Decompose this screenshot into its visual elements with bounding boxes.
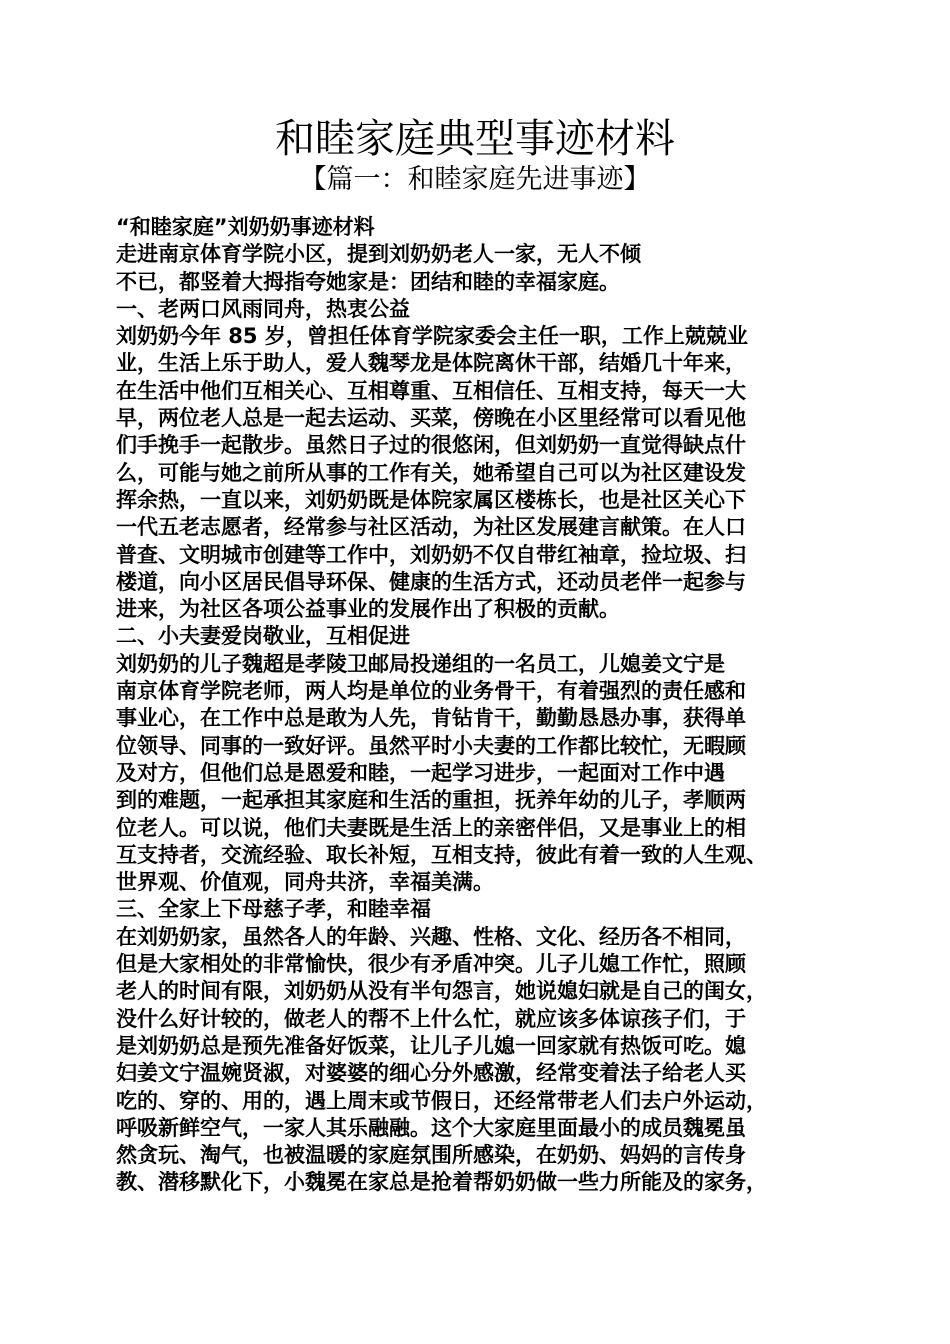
body-text-line: 位老人。可以说，他们夫妻既是生活上的亲密伴侣，又是事业上的相 (116, 815, 746, 840)
body-text-line: 南京体育学院老师，两人均是单位的业务骨干，有着强烈的责任感和 (116, 679, 746, 704)
body-text-line: 世界观、价值观，同舟共济，幸福美满。 (116, 870, 494, 895)
body-text-line: 教、潜移默化下，小魏冕在家总是抢着帮奶奶做一些力所能及的家务， (116, 1170, 767, 1195)
document-title: 和睦家庭典型事迹材料 (275, 116, 675, 162)
body-text-line: 及对方，但他们总是恩爱和睦，一起学习进步，一起面对工作中遇 (116, 760, 725, 785)
body-text-line: 早，两位老人总是一起去运动、买菜，傍晚在小区里经常可以看见他 (116, 406, 746, 431)
body-text-line: 么，可能与她之前所从事的工作有关，她希望自己可以为社区建设发 (116, 460, 746, 485)
body-text-line: 刘奶奶的儿子魏超是孝陵卫邮局投递组的一名员工，儿媳姜文宁是 (116, 651, 725, 676)
body-text-line: 是刘奶奶总是预先准备好饭菜，让儿子儿媳一回家就有热饭可吃。媳 (116, 1033, 746, 1058)
body-text-line: 位领导、同事的一致好评。虽然平时小夫妻的工作都比较忙，无暇顾 (116, 733, 746, 758)
body-text-line: “和睦家庭”刘奶奶事迹材料 (116, 215, 375, 239)
body-text-line: 在刘奶奶家，虽然各人的年龄、兴趣、性格、文化、经历各不相同， (116, 924, 746, 949)
body-text-line: 呼吸新鲜空气，一家人其乐融融。这个大家庭里面最小的成员魏冕虽 (116, 1115, 746, 1140)
body-text-line: 但是大家相处的非常愉快，很少有矛盾冲突。儿子儿媳工作忙，照顾 (116, 952, 746, 977)
body-text-line: 普查、文明城市创建等工作中，刘奶奶不仅自带红袖章，捡垃圾、扫 (116, 542, 746, 567)
body-text-line: 事业心，在工作中总是敢为人先，肯钻肯干，勤勤恳恳办事，获得单 (116, 706, 746, 731)
body-text-line: 二、小夫妻爱岗敬业，互相促进 (116, 624, 410, 649)
body-text-line: 一、老两口风雨同舟，热衷公益 (116, 296, 410, 321)
body-text-line: 楼道，向小区居民倡导环保、健康的生活方式，还动员老伴一起参与 (116, 569, 746, 594)
body-text-line: 不已，都竖着大拇指夸她家是：团结和睦的幸福家庭。 (116, 269, 620, 294)
document-subtitle: 【篇一：和睦家庭先进事迹】 (299, 164, 651, 195)
body-text-line: 一代五老志愿者，经常参与社区活动，为社区发展建言献策。在人口 (116, 515, 746, 540)
body-text-line: 然贪玩、淘气，也被温暖的家庭氛围所感染，在奶奶、妈妈的言传身 (116, 1143, 746, 1168)
body-text-line: 妇姜文宁温婉贤淑，对婆婆的细心分外感激，经常变着法子给老人买 (116, 1061, 746, 1086)
body-text-line: 老人的时间有限，刘奶奶从没有半句怨言，她说媳妇就是自己的闺女， (116, 979, 767, 1004)
body-text-line: 们手挽手一起散步。虽然日子过的很悠闲，但刘奶奶一直觉得缺点什 (116, 433, 746, 458)
body-text-line: 没什么好计较的，做老人的帮不上什么忙，就应该多体谅孩子们，于 (116, 1006, 746, 1031)
body-text-line: 到的难题，一起承担其家庭和生活的重担，抚养年幼的儿子，孝顺两 (116, 788, 746, 813)
body-text-line: 刘奶奶今年 85 岁，曾担任体育学院家委会主任一职，工作上兢兢业 (116, 324, 748, 349)
body-text-line: 业，生活上乐于助人，爱人魏琴龙是体院离休干部，结婚几十年来， (116, 351, 746, 376)
body-text-line: 互支持者，交流经验、取长补短，互相支持，彼此有着一致的人生观、 (116, 842, 767, 867)
document-body (116, 214, 846, 1197)
body-text-line: 挥余热，一直以来，刘奶奶既是体院家属区楼栋长，也是社区关心下 (116, 487, 746, 512)
body-text-line: 吃的、穿的、用的，遇上周末或节假日，还经常带老人们去户外运动， (116, 1088, 767, 1113)
body-text-line: 三、全家上下母慈子孝，和睦幸福 (116, 897, 431, 922)
body-text-line: 走进南京体育学院小区，提到刘奶奶老人一家，无人不倾 (116, 242, 641, 267)
body-text-line: 进来，为社区各项公益事业的发展作出了积极的贡献。 (116, 597, 620, 622)
body-text-line: 在生活中他们互相关心、互相尊重、互相信任、互相支持，每天一大 (116, 378, 746, 403)
